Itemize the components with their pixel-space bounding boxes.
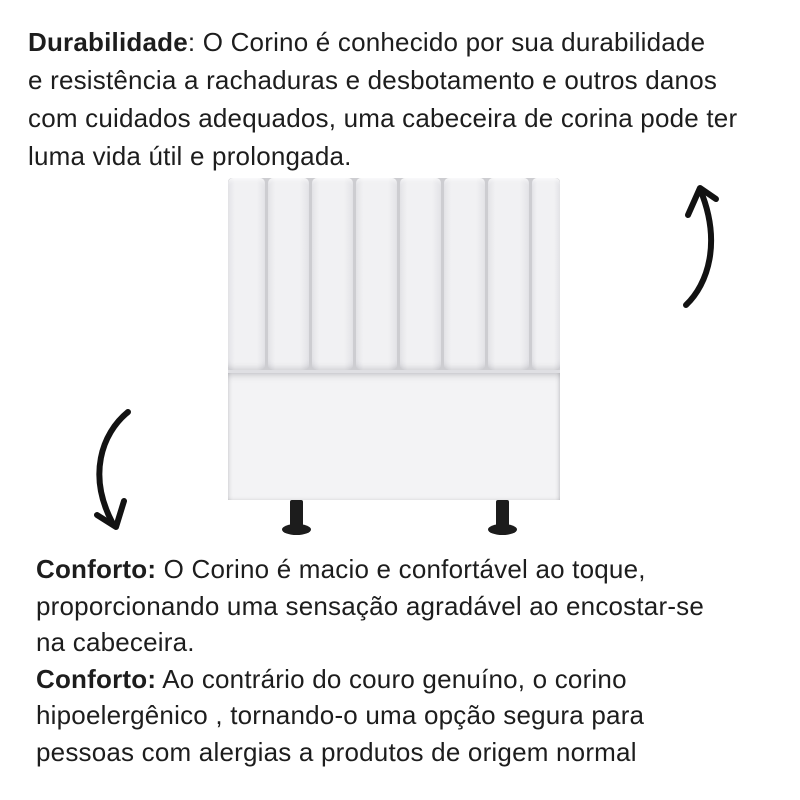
durability-lead: Durabilidade: [28, 27, 188, 57]
headboard-panels: [228, 178, 560, 370]
text-line-rest: na cabeceira.: [36, 627, 195, 657]
arrow-shaft: [686, 189, 711, 305]
text-line-rest: O Corino é macio e confortável ao toque,: [156, 554, 646, 584]
headboard-panel: [444, 178, 485, 370]
text-line: [36, 551, 792, 588]
headboard-panel: [228, 178, 265, 370]
text-line: [36, 661, 792, 698]
headboard-foot-right: [488, 500, 517, 535]
text-line-rest: proporcionando uma sensação agradável ao encostar-se: [36, 590, 705, 621]
text-line: [28, 137, 792, 175]
arrow-head: [688, 188, 716, 215]
headboard-base-panel: [228, 370, 560, 500]
text-line-rest: : O Corino é conhecido por sua durabilidade: [187, 27, 706, 57]
headboard-product-image: [228, 178, 560, 538]
arrow-head: [97, 501, 124, 527]
foot-pad: [282, 524, 311, 535]
headboard-panel: [532, 178, 560, 370]
text-line: [36, 588, 792, 625]
text-line: [36, 734, 792, 771]
headboard-panel: [356, 178, 397, 370]
text-line: [28, 99, 792, 137]
comfort-lead: Conforto:: [36, 554, 157, 584]
curved-arrow-up-icon: [686, 188, 716, 305]
comfort-lead: Conforto:: [36, 663, 157, 694]
text-line: [36, 697, 792, 734]
headboard-panel: [400, 178, 441, 370]
headboard-panel: [268, 178, 309, 370]
headboard-panel: [488, 178, 529, 370]
headboard-foot-left: [282, 500, 311, 535]
text-line-rest: pessoas com alergias a produtos de origem normal: [36, 736, 637, 767]
text-line: [36, 624, 792, 661]
arrow-shaft: [99, 412, 128, 522]
curved-arrow-down-icon: [97, 412, 128, 527]
text-line-rest: com cuidados adequados, uma cabeceira de corina pode ter: [28, 103, 738, 133]
text-line: [28, 61, 792, 99]
foot-pad: [488, 524, 517, 535]
durability-paragraph: [28, 23, 792, 175]
text-line-rest: e resistência a rachaduras e desbotamento e outros danos: [28, 65, 718, 95]
text-line: [28, 23, 792, 61]
comfort-paragraph: [36, 551, 792, 770]
headboard-panel: [312, 178, 353, 370]
text-line-rest: Ao contrário do couro genuíno, o corino: [156, 663, 627, 694]
text-line-rest: hipoelergênico , tornando-o uma opção segura para: [36, 700, 645, 730]
text-line-rest: luma vida útil e prolongada.: [28, 141, 352, 171]
